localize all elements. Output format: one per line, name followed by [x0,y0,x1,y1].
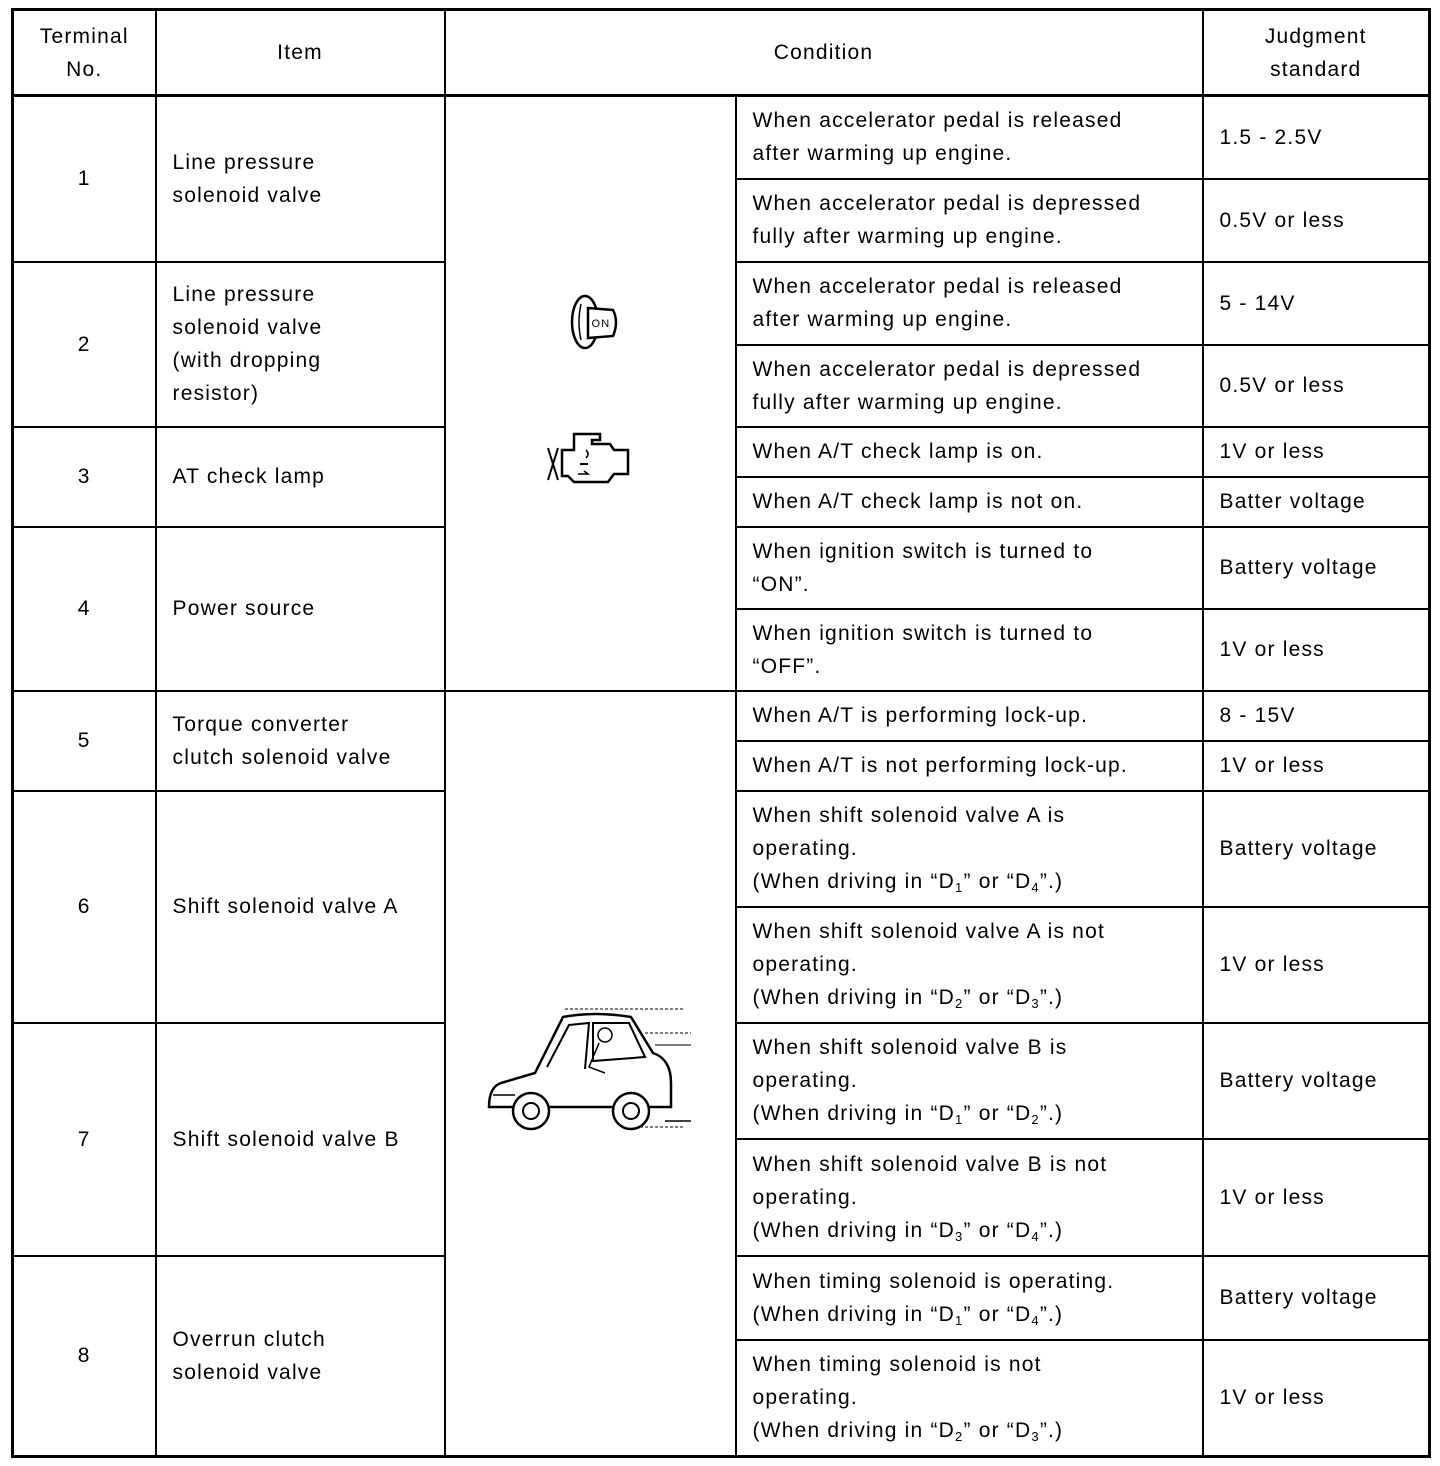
driving-text: ” or “D [963,986,1032,1009]
gear-subscript: 3 [955,1228,964,1244]
driving-text: ” or “D [963,1302,1032,1326]
header-terminal-line2: No. [66,57,103,81]
driving-text: ”.) [1039,1419,1064,1443]
item-name [156,791,445,1023]
table-row [13,691,1430,741]
table-row [13,96,1430,179]
condition-line: after warming up engine. [752,142,1013,166]
terminal-number: 1 [13,96,156,262]
judgment-standard: Batter voltage [1203,477,1430,527]
gear-subscript: 4 [1031,880,1040,895]
terminal-number: 3 [13,427,156,527]
condition-cell [736,609,1203,691]
driving-range [753,1414,1186,1447]
item-line: AT check lamp [172,465,326,488]
item-line: Shift solenoid valve A [172,895,399,918]
ignition-key-on-icon [555,286,625,368]
condition-line: operating. [752,1185,858,1209]
judgment-standard: 5 - 14V [1203,262,1430,345]
driving-text: ”.) [1039,1218,1064,1242]
gear-subscript: 2 [955,1429,964,1445]
terminal-spec-table [11,8,1431,1458]
judgment-standard: 1V or less [1203,907,1430,1023]
condition-cell [736,1023,1203,1139]
icon-spacer [446,368,735,428]
gear-subscript: 3 [1031,996,1040,1011]
judgment-standard: 1V or less [1203,741,1430,791]
terminal-number: 4 [13,527,156,691]
judgment-standard: 8 - 15V [1203,691,1430,741]
judgment-standard: 1V or less [1203,1340,1430,1457]
terminal-number: 7 [13,1023,156,1256]
condition-line: When accelerator pedal is depressed [752,357,1142,381]
gear-subscript: 1 [955,880,964,895]
condition-cell [736,691,1203,741]
condition-line: When accelerator pedal is depressed [752,192,1142,215]
condition-line: When shift solenoid valve B is [752,1036,1068,1059]
item-line: Power source [172,597,316,620]
terminal-number: 8 [13,1256,156,1457]
header-condition: Condition [445,10,1203,96]
terminal-number: 5 [13,691,156,791]
condition-cell [736,907,1203,1023]
item-line: Overrun clutch [172,1327,326,1351]
item-line: Torque converter [172,712,350,736]
condition-cell [736,427,1203,477]
condition-line: fully after warming up engine. [752,390,1063,414]
driving-text: (When driving in “D [752,1302,956,1326]
item-line: clutch solenoid valve [172,745,392,769]
condition-line: When ignition switch is turned to [752,539,1094,563]
driving-text: (When driving in “D [752,986,956,1009]
condition-line: When accelerator pedal is released [752,275,1123,298]
engine-running-icon [544,428,636,500]
gear-subscript: 4 [1031,1312,1040,1328]
item-name [156,1023,445,1256]
condition-cell [736,345,1203,427]
item-name [156,1256,445,1457]
driving-text: ”.) [1039,870,1064,893]
gear-subscript: 2 [1031,1112,1040,1127]
condition-cell [736,791,1203,907]
header-terminal-no [13,10,156,96]
judgment-standard: 1V or less [1203,427,1430,477]
condition-line: “OFF”. [752,654,822,678]
driving-text: (When driving in “D [752,1419,956,1443]
gear-subscript: 1 [955,1112,964,1127]
ignition-engine-icon-cell [445,96,736,691]
condition-cell [736,527,1203,609]
condition-line: When timing solenoid is operating. [752,1269,1115,1293]
condition-line: When timing solenoid is not [752,1353,1042,1377]
item-line: solenoid valve [172,316,323,339]
item-name [156,427,445,527]
judgment-standard: Battery voltage [1203,1023,1430,1139]
driving-range [753,1214,1186,1247]
condition-cell [736,741,1203,791]
driving-text: ” or “D [963,1419,1032,1443]
driving-range [753,865,1186,898]
driving-text: (When driving in “D [752,870,956,893]
item-name [156,527,445,691]
judgment-standard: Battery voltage [1203,1256,1430,1340]
gear-subscript: 2 [955,996,964,1011]
header-terminal-line1: Terminal [39,24,129,48]
condition-line: “ON”. [752,572,810,596]
vehicle-driving-icon [485,1003,695,1143]
condition-line: operating. [752,837,858,860]
condition-cell [736,1340,1203,1457]
item-line: Shift solenoid valve B [172,1127,400,1151]
driving-text: (When driving in “D [752,1102,956,1125]
item-line: solenoid valve [172,183,323,207]
condition-line: When A/T check lamp is not on. [752,490,1084,513]
gear-subscript: 1 [955,1312,964,1328]
table-body [13,10,1430,1457]
item-line: (with dropping [172,349,322,372]
driving-icon-cell [445,691,736,1457]
item-name [156,262,445,427]
judgment-standard: 0.5V or less [1203,179,1430,262]
condition-line: When A/T check lamp is on. [752,440,1044,463]
judgment-standard: Battery voltage [1203,791,1430,907]
condition-line: When accelerator pedal is released [752,109,1123,133]
condition-line: operating. [752,1386,858,1410]
item-line: Line pressure [172,283,316,306]
driving-range [753,1298,1186,1331]
item-name [156,96,445,262]
driving-range [753,1097,1186,1130]
driving-text: ” or “D [963,870,1032,893]
condition-cell [736,179,1203,262]
ignition-on-text: ON [591,318,611,331]
item-line: solenoid valve [172,1360,323,1384]
gear-subscript: 4 [1031,1228,1040,1244]
header-judgment-line2: standard [1270,57,1362,81]
condition-line: When ignition switch is turned to [752,621,1094,645]
condition-line: operating. [752,1069,858,1092]
judgment-standard: 1V or less [1203,609,1430,691]
header-judgment-line1: Judgment [1264,24,1367,48]
condition-line: When shift solenoid valve A is not [752,920,1105,943]
driving-text: ” or “D [963,1218,1032,1242]
condition-cell [736,96,1203,179]
driving-text: ”.) [1039,1102,1064,1125]
condition-cell [736,1256,1203,1340]
header-row [13,10,1430,96]
judgment-standard: 1V or less [1203,1139,1430,1256]
driving-text: (When driving in “D [752,1218,956,1242]
condition-line: When A/T is performing lock-up. [752,704,1089,727]
terminal-number: 2 [13,262,156,427]
condition-line: after warming up engine. [752,308,1013,331]
gear-subscript: 3 [1031,1429,1040,1445]
condition-cell [736,1139,1203,1256]
item-name [156,691,445,791]
driving-text: ” or “D [963,1102,1032,1125]
driving-text: ”.) [1039,1302,1064,1326]
header-item: Item [156,10,445,96]
condition-cell [736,477,1203,527]
terminal-number: 6 [13,791,156,1023]
item-line: Line pressure [172,150,316,174]
condition-cell [736,262,1203,345]
condition-line: When A/T is not performing lock-up. [752,754,1128,777]
item-line: resistor) [172,382,260,405]
driving-text: ”.) [1039,986,1064,1009]
judgment-standard: Battery voltage [1203,527,1430,609]
condition-line: fully after warming up engine. [752,225,1063,248]
condition-line: When shift solenoid valve A is [752,804,1066,827]
header-judgment-standard [1203,10,1430,96]
driving-range [753,981,1186,1014]
judgment-standard: 0.5V or less [1203,345,1430,427]
judgment-standard: 1.5 - 2.5V [1203,96,1430,179]
condition-line: operating. [752,953,858,976]
condition-line: When shift solenoid valve B is not [752,1152,1108,1176]
